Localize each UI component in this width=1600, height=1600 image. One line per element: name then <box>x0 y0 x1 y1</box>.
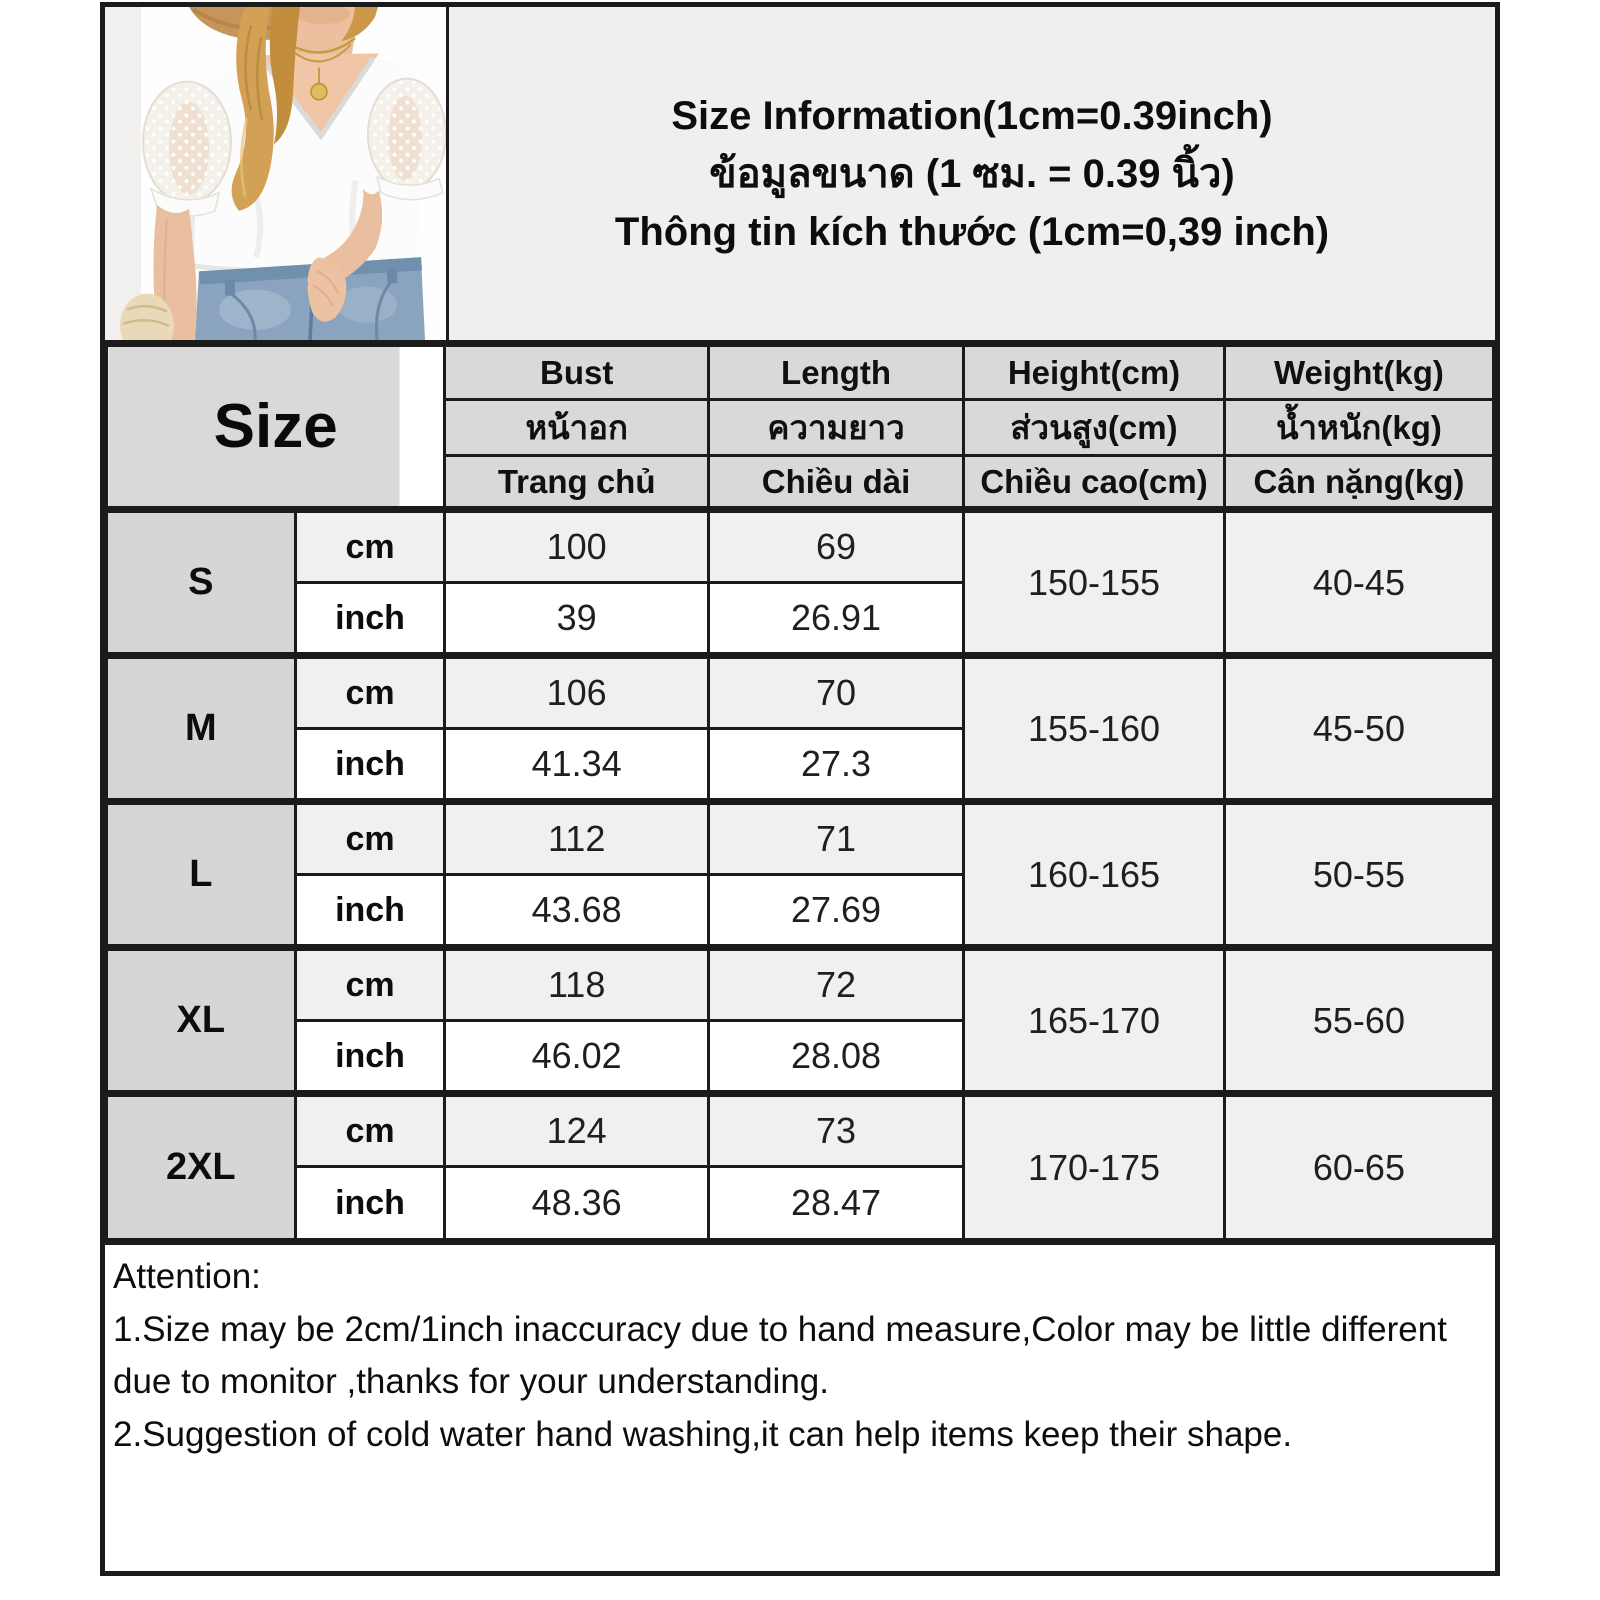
bust-inch-value: 46.02 <box>445 1021 709 1094</box>
size-row-s-cm <box>107 510 1494 583</box>
bust-cm-value: 106 <box>445 656 709 729</box>
size-row-xl-cm <box>107 948 1494 1021</box>
header-length-en: Length <box>708 346 963 400</box>
height-range-value: 150-155 <box>964 510 1225 656</box>
height-range-value: 165-170 <box>964 948 1225 1094</box>
title-line-thai: ข้อมูลขนาด (1 ซม. = 0.39 นิ้ว) <box>709 151 1235 196</box>
height-range-value: 155-160 <box>964 656 1225 802</box>
bust-cm-value: 112 <box>445 802 709 875</box>
attention-heading: Attention: <box>113 1257 261 1296</box>
header-weight-en: Weight(kg) <box>1224 346 1493 400</box>
weight-range-value: 55-60 <box>1224 948 1493 1094</box>
length-cm-value: 71 <box>708 802 963 875</box>
size-info-title-block <box>449 7 1495 340</box>
size-value-m: M <box>107 656 296 802</box>
length-inch-value: 28.47 <box>708 1167 963 1240</box>
size-row-m-cm <box>107 656 1494 729</box>
length-inch-value: 28.08 <box>708 1021 963 1094</box>
header-height-en: Height(cm) <box>964 346 1225 400</box>
weight-range-value: 50-55 <box>1224 802 1493 948</box>
bust-inch-value: 43.68 <box>445 875 709 948</box>
unit-cm-label: cm <box>295 656 445 729</box>
size-row-l-cm <box>107 802 1494 875</box>
size-table <box>105 344 1495 1241</box>
bust-inch-value: 41.34 <box>445 729 709 802</box>
header-weight-vi: Cân nặng(kg) <box>1224 456 1493 510</box>
bust-cm-value: 118 <box>445 948 709 1021</box>
unit-inch-label: inch <box>295 729 445 802</box>
unit-inch-label: inch <box>295 1021 445 1094</box>
weight-range-value: 60-65 <box>1224 1094 1493 1240</box>
header-length-vi: Chiều dài <box>708 456 963 510</box>
product-photo <box>105 7 449 340</box>
length-cm-value: 73 <box>708 1094 963 1167</box>
header-height-th: ส่วนสูง(cm) <box>964 400 1225 456</box>
unit-inch-label: inch <box>295 583 445 656</box>
header-row-english <box>107 346 1494 400</box>
unit-cm-label: cm <box>295 948 445 1021</box>
bust-cm-value: 100 <box>445 510 709 583</box>
header-weight-th: น้ำหนัก(kg) <box>1224 400 1493 456</box>
size-value-l: L <box>107 802 296 948</box>
unit-cm-label: cm <box>295 510 445 583</box>
attention-section <box>105 1241 1495 1571</box>
bust-cm-value: 124 <box>445 1094 709 1167</box>
header-bust-en: Bust <box>445 346 709 400</box>
header-bust-vi: Trang chủ <box>445 456 709 510</box>
title-line-english: Size Information(1cm=0.39inch) <box>671 93 1273 138</box>
weight-range-value: 45-50 <box>1224 656 1493 802</box>
height-range-value: 170-175 <box>964 1094 1225 1240</box>
product-photo-illustration <box>105 7 446 340</box>
size-value-s: S <box>107 510 296 656</box>
height-range-value: 160-165 <box>964 802 1225 948</box>
unit-cm-label: cm <box>295 802 445 875</box>
header-length-th: ความยาว <box>708 400 963 456</box>
length-cm-value: 69 <box>708 510 963 583</box>
size-column-header: Size <box>107 346 445 510</box>
title-line-vietnamese: Thông tin kích thước (1cm=0,39 inch) <box>614 209 1330 254</box>
bust-inch-value: 48.36 <box>445 1167 709 1240</box>
header-height-vi: Chiều cao(cm) <box>964 456 1225 510</box>
top-section <box>105 7 1495 344</box>
size-chart-panel <box>100 2 1500 1576</box>
weight-range-value: 40-45 <box>1224 510 1493 656</box>
length-inch-value: 27.69 <box>708 875 963 948</box>
length-inch-value: 27.3 <box>708 729 963 802</box>
bust-inch-value: 39 <box>445 583 709 656</box>
unit-inch-label: inch <box>295 1167 445 1240</box>
attention-note-2: 2.Suggestion of cold water hand washing,it can help items keep their shape. <box>113 1414 1293 1454</box>
length-inch-value: 26.91 <box>708 583 963 656</box>
size-value-xl: XL <box>107 948 296 1094</box>
unit-inch-label: inch <box>295 875 445 948</box>
length-cm-value: 70 <box>708 656 963 729</box>
length-cm-value: 72 <box>708 948 963 1021</box>
unit-cm-label: cm <box>295 1094 445 1167</box>
size-row-2xl-cm <box>107 1094 1494 1167</box>
attention-note-1: 1.Size may be 2cm/1inch inaccuracy due to hand measure,Color may be little different due to monitor ,thanks for your understanding. <box>113 1309 1447 1401</box>
header-bust-th: หน้าอก <box>445 400 709 456</box>
size-value-2xl: 2XL <box>107 1094 296 1240</box>
